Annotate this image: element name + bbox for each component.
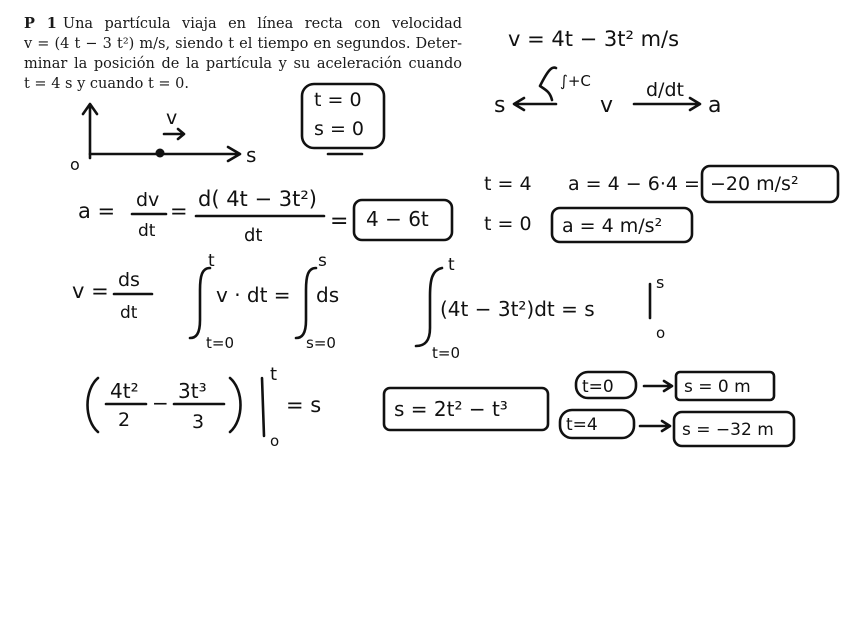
problem-line-3: minar la posición de la partícula y su aceleración cuando [24, 56, 462, 72]
problem-line-2: v = (4 t − 3 t²) m/s, siendo t el tiempo en segundos. Deter- [24, 36, 462, 52]
problem-line-4: t = 4 s y cuando t = 0. [24, 76, 189, 92]
accel-numerator: d( 4t − 3t²) [198, 187, 317, 211]
diagram-a: a [708, 93, 722, 118]
position-axis-arrow [90, 147, 240, 161]
prim-upper: t [270, 364, 278, 385]
integrate-label: ∫+C [560, 72, 591, 90]
problem-line-1: P 1 Una partícula viaja en línea recta con velocidad [24, 15, 462, 32]
velocity-arrow [164, 129, 184, 139]
case-t0-result: s = 0 m [684, 377, 751, 397]
accel-dv: dv [136, 189, 160, 211]
prim-minus: − [152, 391, 169, 415]
accel-lhs: a = [78, 199, 116, 223]
int-body-v: v · dt = [216, 283, 291, 307]
integrate-arrow [514, 98, 556, 110]
int-body-ds: ds [316, 283, 340, 307]
case-t4-result: s = −32 m [682, 420, 774, 440]
int-lower-t: t=0 [206, 334, 234, 352]
t0-label: t = 0 [484, 213, 532, 235]
vertical-axis-arrow [83, 104, 97, 158]
integral-sign-mark [540, 68, 556, 100]
diagram-v: v [600, 93, 614, 118]
int2-upper: t [448, 255, 455, 275]
accel-equals-2: = [330, 209, 349, 234]
accel-denominator: dt [244, 225, 263, 246]
prim-equals-s: = s [286, 393, 322, 417]
int2-body: (4t − 3t²)dt = s [440, 297, 595, 321]
int2-eval-lower: o [656, 324, 666, 342]
case-t0-arrow [644, 381, 672, 391]
paren-left [88, 378, 99, 432]
velocity-equation: v = 4t − 3t² m/s [508, 27, 680, 51]
case-t4: t=4 [566, 415, 598, 435]
accel-dt: dt [138, 221, 156, 241]
accel-result: 4 − 6t [366, 207, 429, 231]
int2-lower: t=0 [432, 344, 460, 362]
case-t4-arrow [640, 421, 670, 431]
t4-label: t = 4 [484, 173, 532, 195]
v-dt: dt [120, 303, 138, 323]
init-t: t = 0 [314, 89, 362, 111]
prim-lower: o [270, 432, 280, 450]
particle-dot [156, 149, 165, 158]
derivative-label: d/dt [646, 79, 684, 101]
t4-calc: a = 4 − 6·4 = [568, 173, 700, 195]
init-s: s = 0 [314, 118, 364, 140]
problem-label: P 1 [24, 15, 57, 32]
int-lower-s: s=0 [306, 334, 336, 352]
integral-sign-3 [416, 268, 442, 346]
paren-right [230, 378, 241, 432]
prim-num-1: 4t² [110, 379, 139, 403]
int2-eval-upper: s [656, 273, 665, 292]
prim-num-2: 3t³ [178, 379, 207, 403]
int-upper-t: t [208, 251, 215, 271]
eval-bar-2 [262, 378, 264, 436]
sketch-v-label: v [166, 107, 178, 129]
accel-equals: = [170, 199, 188, 223]
v-ds: ds [118, 269, 140, 291]
int-upper-s: s [318, 251, 327, 271]
v-lhs: v = [72, 279, 109, 303]
prim-den-2: 3 [192, 411, 205, 433]
integral-sign-2 [296, 268, 316, 338]
t0-result: a = 4 m/s² [562, 215, 663, 237]
sketch-origin: o [70, 155, 80, 174]
prim-den-1: 2 [118, 409, 131, 431]
t4-result: −20 m/s² [710, 173, 799, 195]
diagram-s: s [494, 93, 506, 118]
sketch-s-label: s [246, 143, 257, 167]
case-t0: t=0 [582, 377, 614, 397]
integral-sign-1 [190, 268, 210, 338]
position-result: s = 2t² − t³ [394, 397, 508, 421]
